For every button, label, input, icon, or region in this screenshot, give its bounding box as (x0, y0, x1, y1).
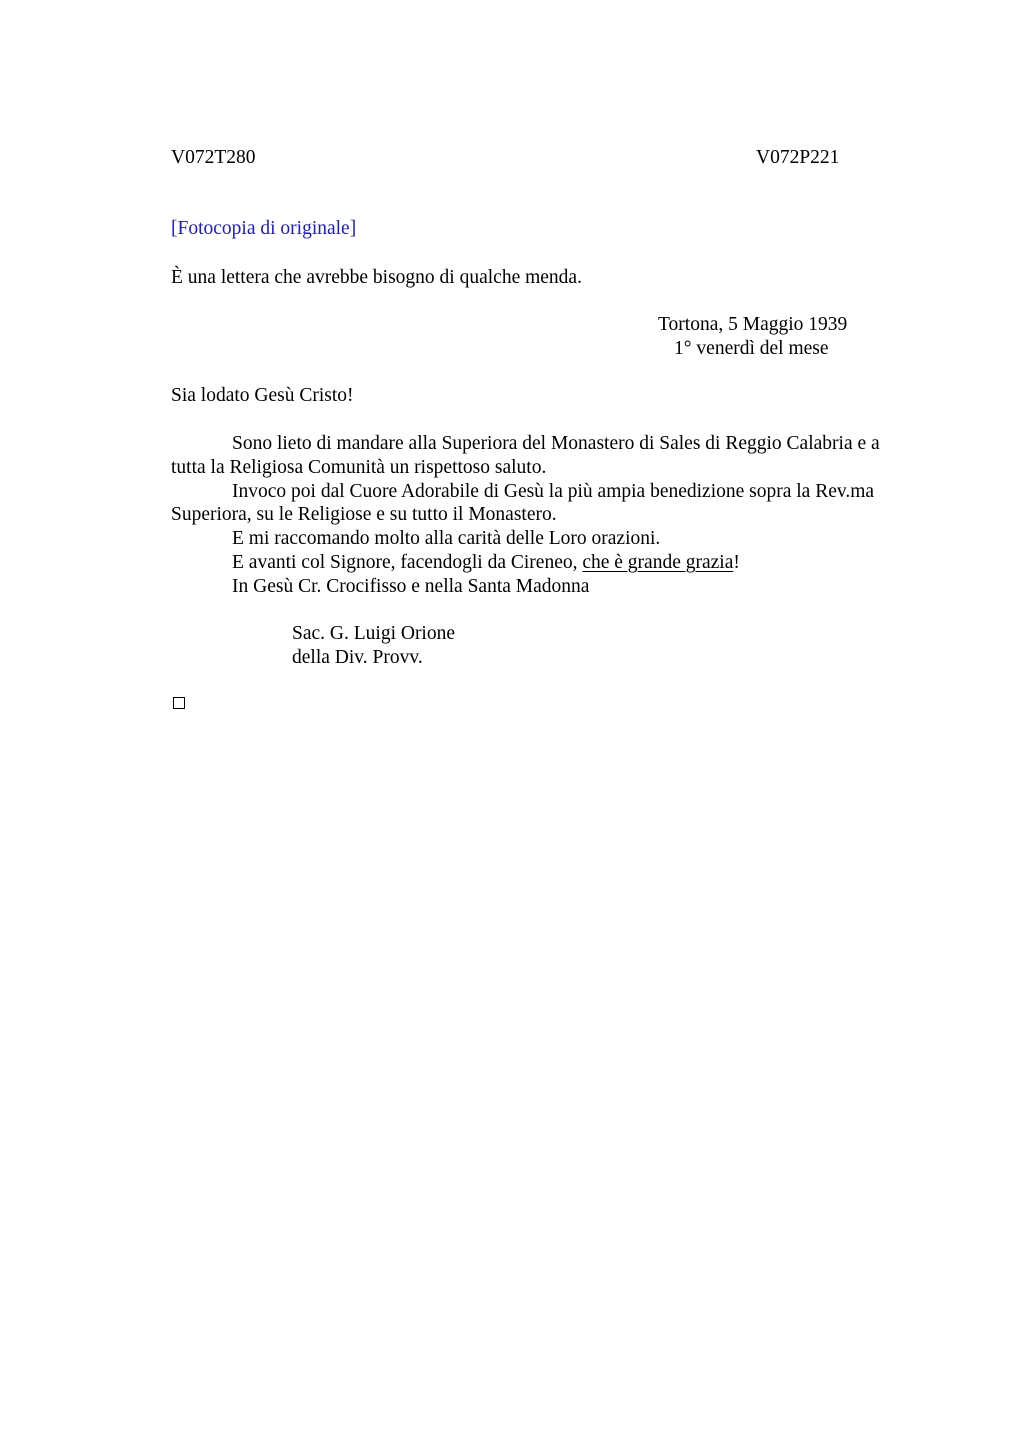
end-square-icon (173, 697, 185, 709)
underlined-phrase: che è grande grazia (582, 552, 734, 573)
paragraph-3: E mi raccomando molto alla carità delle Loro orazioni. (232, 528, 661, 549)
dateline-day-note: 1° venerdì del mese (674, 338, 829, 359)
header-right-code: V072P221 (756, 147, 840, 168)
paragraph-4-text: E avanti col Signore, facendogli da Cireneo, (232, 552, 583, 573)
paragraph-5: In Gesù Cr. Crocifisso e nella Santa Madonna (232, 576, 590, 597)
paragraph-4 (232, 551, 740, 575)
paragraph-2-line-1: Invoco poi dal Cuore Adorabile di Gesù la più ampia benedizione sopra la Rev.ma (232, 481, 875, 502)
paragraph-4-end: ! (733, 552, 740, 573)
note-comment: È una lettera che avrebbe bisogno di qualche menda. (171, 267, 582, 288)
note-bracket: [Fotocopia di originale] (171, 218, 357, 239)
paragraph-1-line-1: Sono lieto di mandare alla Superiora del Monastero di Sales di Reggio Calabria e a (232, 433, 880, 454)
signature-title: della Div. Provv. (292, 647, 423, 668)
dateline-place-date: Tortona, 5 Maggio 1939 (658, 314, 848, 335)
paragraph-1-line-2: tutta la Religiosa Comunità un rispettoso saluto. (171, 457, 547, 478)
signature-name: Sac. G. Luigi Orione (292, 623, 456, 644)
header-left-code: V072T280 (171, 147, 256, 168)
salutation: Sia lodato Gesù Cristo! (171, 385, 354, 406)
paragraph-2-line-2: Superiora, su le Religiose e su tutto il Monastero. (171, 504, 557, 525)
